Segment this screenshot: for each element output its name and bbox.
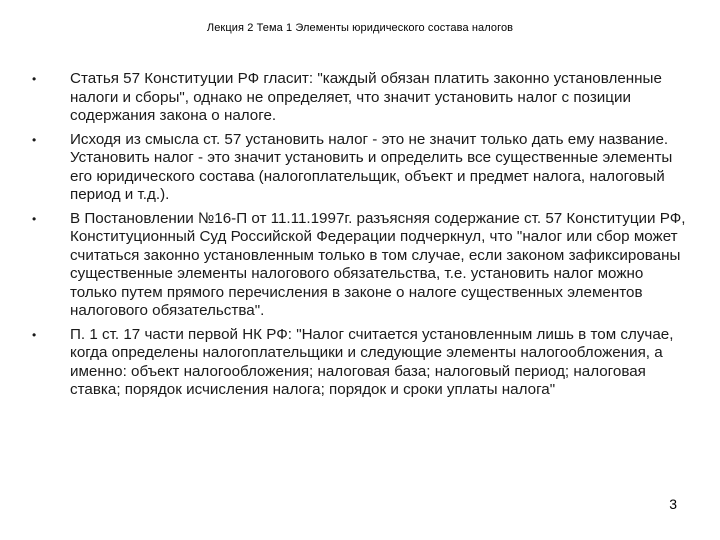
bullet-marker: •	[32, 72, 37, 86]
bullet-list	[32, 70, 692, 405]
bullet-marker: •	[32, 211, 37, 226]
bullet-item	[32, 210, 692, 321]
bullet-item	[32, 326, 692, 400]
bullet-text: Исходя из смысла ст. 57 установить налог - это не значит только дать ему название. Установить налог - это значит установить и определить все существенные элементы его юридического состава (налогоплательщик, объект и предмет налога, налоговый период и т.д.).	[70, 130, 673, 203]
bullet-text: Статья 57 Конституции РФ гласит: "каждый обязан платить законно установленные налоги и сборы", однако не определяет, что значит установить налог с позиции содержания закона о налоге.	[70, 70, 662, 124]
bullet-item	[32, 131, 692, 205]
page-number: 3	[669, 496, 677, 512]
bullet-marker: •	[32, 327, 37, 342]
bullet-text: П. 1 ст. 17 части первой НК РФ: "Налог считается установленным лишь в том случае, когда определены налогоплательщики и следующие элементы налогообложения, а именно: объект налогообложения; налоговая база; налоговый период; налоговая ставка; порядок исчисления налога; порядок и сроки уплаты налога"	[70, 325, 674, 398]
bullet-marker: •	[32, 132, 37, 147]
slide-title: Лекция 2 Тема 1 Элементы юридического состава налогов	[206, 22, 514, 34]
bullet-item	[32, 70, 692, 126]
bullet-text: В Постановлении №16-П от 11.11.1997г. разъясняя содержание ст. 57 Конституции РФ, Конституционный Суд Российской Федерации подчеркнул, что "налог или сбор может считаться законно установленным только в том случае, если законом зафиксированы существенные элементы налогового обязательства, т.е. установить налог можно только путем прямого перечисления в законе о налоге существенных элементов налогового обязательства".	[70, 209, 686, 319]
